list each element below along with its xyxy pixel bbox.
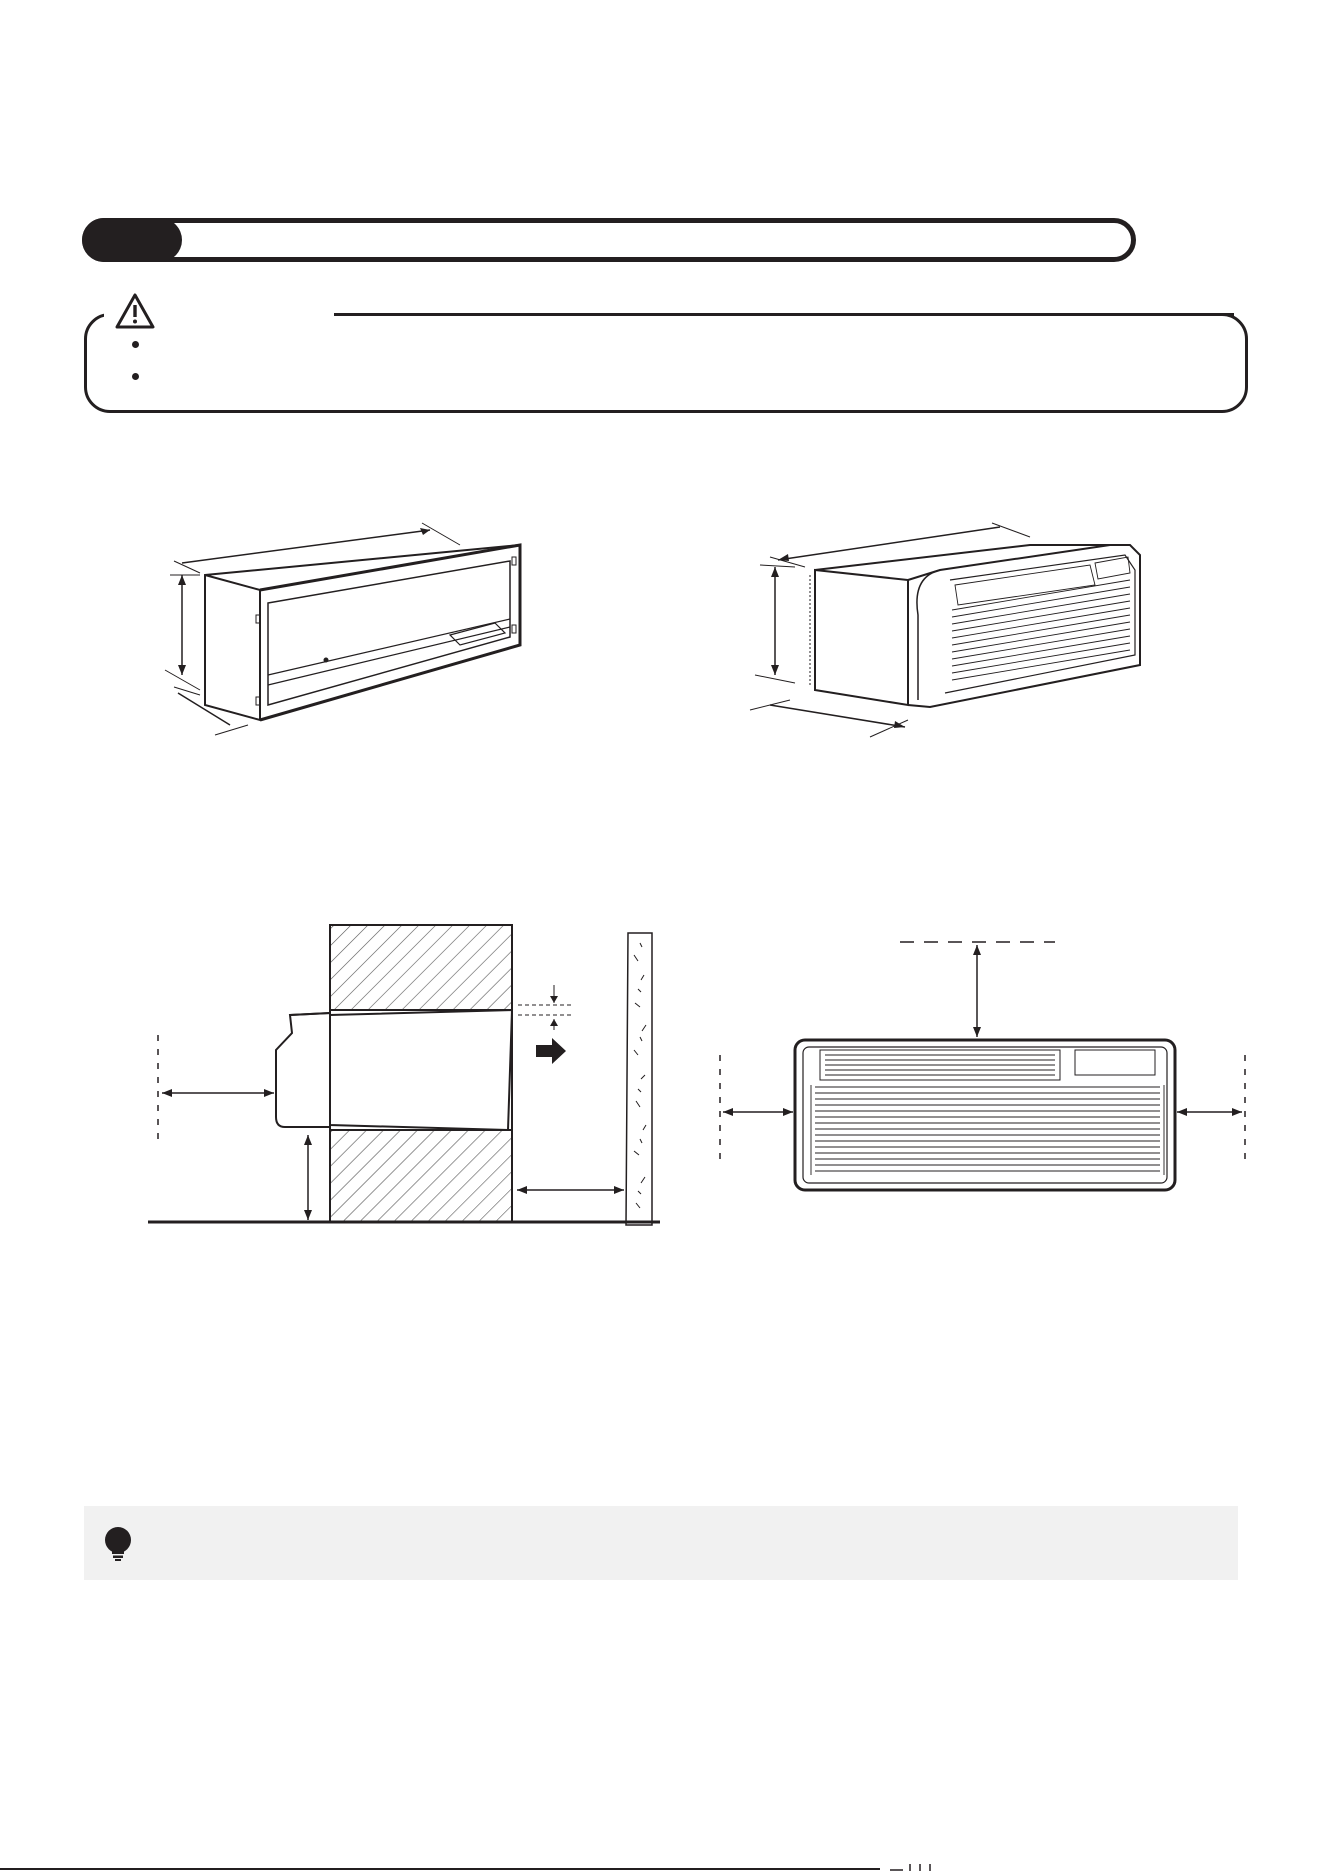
- wall-sleeve-illustration: [160, 515, 540, 745]
- section-number-tab: [82, 218, 170, 262]
- ptac-chassis-illustration: [730, 515, 1150, 745]
- caution-rule: [334, 313, 1234, 316]
- side-installation-clearance-diagram: [140, 915, 670, 1235]
- footer-rule: [0, 1868, 880, 1870]
- lightbulb-icon: [103, 1526, 133, 1562]
- caution-box: [84, 313, 1248, 413]
- warning-triangle-icon: [114, 292, 156, 330]
- section-header-bar: [82, 218, 1136, 262]
- front-installation-clearance-diagram: [715, 935, 1255, 1210]
- page-marks: [885, 1862, 945, 1872]
- note-box: [84, 1506, 1238, 1580]
